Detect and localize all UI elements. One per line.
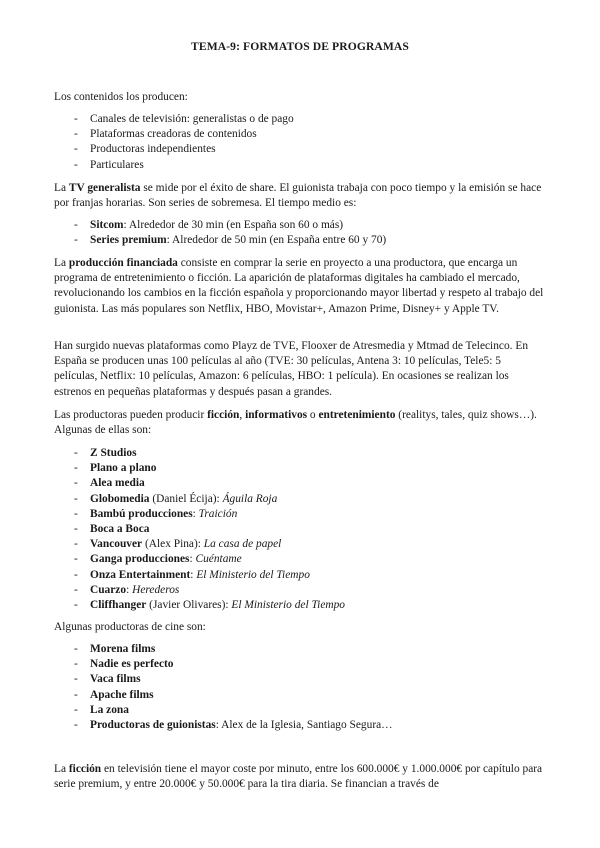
dash-marker: - bbox=[74, 583, 78, 596]
italic-text: El Ministerio del Tiempo bbox=[196, 568, 310, 581]
list-item bbox=[74, 476, 544, 491]
text-span: se mide por el éxito de share. El guionista trabaja con poco tiempo y la emisión se hace por franjas horarias. Son series de sobremesa. El tiempo medio es: bbox=[54, 182, 542, 210]
bold-text: Vaca films bbox=[90, 673, 141, 686]
list-item bbox=[74, 127, 544, 142]
bold-text: Vancouver bbox=[90, 538, 143, 551]
list-item bbox=[74, 218, 544, 233]
dash-marker: - bbox=[74, 477, 78, 490]
dash-marker: - bbox=[74, 522, 78, 535]
italic-text: La casa de papel bbox=[203, 538, 282, 551]
list-item bbox=[74, 537, 544, 552]
dash-marker: - bbox=[74, 673, 78, 686]
companies-list bbox=[74, 446, 544, 613]
bold-text: Morena films bbox=[90, 643, 156, 655]
platforms-paragraph: Han surgido nuevas plataformas como Playz de TVE, Flooxer de Atresmedia y Mtmad de Telecinco. En España se producen unas 100 películas al año (TVE: 30 películas, Antena 3: 10 películas, Tele5: 5 películas, Netflix: 10 películas, Amazon: 6 películas, HBO: 1 película). En ocasiones se realizan los estrenos en pequeñas plataformas y después pasan a grandes. bbox=[54, 340, 529, 398]
list-item bbox=[74, 672, 544, 687]
dash-marker: - bbox=[74, 113, 78, 125]
bold-text: entretenimiento bbox=[318, 409, 396, 421]
intro-paragraph: Los contenidos los producen: bbox=[54, 91, 188, 103]
text-span: (Javier Olivares): bbox=[146, 598, 232, 611]
bold-text: ficción bbox=[207, 409, 240, 421]
page-title: TEMA-9: FORMATOS DE PROGRAMAS bbox=[191, 40, 409, 53]
list-item bbox=[74, 446, 544, 461]
bold-text: TV generalista bbox=[68, 182, 141, 194]
bold-text: ficción bbox=[68, 763, 102, 775]
list-item bbox=[74, 461, 544, 476]
text-span: (realitys, tales, quiz shows…). Algunas de ellas son: bbox=[54, 409, 537, 437]
text-span: : Alrededor de 30 min (en España son 60 o más) bbox=[123, 219, 344, 231]
bold-text: Z Studios bbox=[90, 447, 137, 459]
list-item bbox=[74, 598, 544, 613]
bold-text: Nadie es perfecto bbox=[90, 658, 174, 671]
text-span: Productoras independientes bbox=[90, 143, 216, 156]
dash-marker: - bbox=[74, 158, 78, 171]
text-span: La bbox=[54, 257, 69, 269]
list-item bbox=[74, 507, 544, 522]
text-span: Canales de televisión: generalistas o de pago bbox=[90, 113, 294, 125]
italic-text: El Ministerio del Tiempo bbox=[231, 598, 346, 611]
bold-text: Boca a Boca bbox=[90, 522, 150, 535]
text-span: (Daniel Écija): bbox=[149, 492, 223, 505]
text-span: consiste en comprar la serie en proyecto a una productora, que encarga un programa de entretenimiento o ficción. La aparición de plataformas digitales ha cambiado el mercado, revolucionando los cambios en la ficción española y proporcionando mayor libertad y respeto al trabajo del guionista. Las más populares son Netflix, HBO, Movistar+, Amazon Prime, Disney+ y Apple TV. bbox=[54, 257, 544, 315]
produccion-financiada-paragraph bbox=[54, 256, 546, 317]
tv-generalista-paragraph bbox=[54, 181, 546, 211]
dash-marker: - bbox=[74, 658, 78, 671]
dash-marker: - bbox=[74, 598, 78, 611]
dash-marker: - bbox=[74, 538, 78, 551]
list-item bbox=[74, 552, 544, 567]
text-span: : Alex de la Iglesia, Santiago Segura… bbox=[215, 718, 393, 731]
text-span: (Alex Pina): bbox=[142, 538, 204, 551]
dash-marker: - bbox=[74, 643, 78, 655]
cine-list bbox=[74, 642, 544, 733]
text-span: , bbox=[239, 409, 246, 421]
italic-text: Traición bbox=[198, 507, 238, 520]
list-item bbox=[74, 522, 544, 537]
dash-marker: - bbox=[74, 688, 78, 701]
bold-text: La zona bbox=[90, 703, 129, 716]
text-span: : bbox=[192, 507, 199, 520]
text-span: : Alrededor de 50 min (en España entre 60 y 70) bbox=[166, 234, 387, 247]
bold-text: Alea media bbox=[90, 477, 145, 490]
list-item bbox=[74, 158, 544, 173]
list-item bbox=[74, 583, 544, 598]
list-item bbox=[74, 142, 544, 157]
bold-text: Onza Entertainment bbox=[90, 568, 191, 581]
ficcion-paragraph bbox=[54, 762, 546, 792]
dash-marker: - bbox=[74, 507, 78, 520]
dash-marker: - bbox=[74, 568, 78, 581]
list-item bbox=[74, 492, 544, 507]
text-span: o bbox=[307, 409, 319, 421]
text-span: Las productoras pueden producir bbox=[54, 409, 208, 421]
bold-text: Apache films bbox=[90, 688, 154, 701]
text-span: La bbox=[54, 763, 69, 775]
dash-marker: - bbox=[74, 128, 78, 141]
italic-text: Cuéntame bbox=[195, 553, 242, 566]
productoras-paragraph bbox=[54, 408, 546, 438]
producers-list bbox=[74, 112, 544, 173]
italic-text: Águila Roja bbox=[222, 492, 278, 505]
bold-text: Cuarzo bbox=[90, 583, 127, 596]
list-item bbox=[74, 688, 544, 703]
list-item bbox=[74, 233, 544, 248]
bold-text: Sitcom bbox=[90, 219, 124, 231]
text-span: La bbox=[54, 182, 69, 194]
bold-text: Series premium bbox=[90, 234, 167, 247]
dash-marker: - bbox=[74, 219, 78, 231]
bold-text: producción financiada bbox=[68, 257, 178, 269]
dash-marker: - bbox=[74, 492, 78, 505]
text-span: : bbox=[189, 553, 196, 566]
bold-text: Plano a plano bbox=[90, 462, 157, 475]
list-item bbox=[74, 568, 544, 583]
bold-text: Cliffhanger bbox=[90, 598, 147, 611]
list-item bbox=[74, 718, 544, 733]
bold-text: informativos bbox=[245, 409, 308, 421]
dash-marker: - bbox=[74, 234, 78, 247]
dash-marker: - bbox=[74, 703, 78, 716]
bold-text: Globomedia bbox=[90, 492, 150, 505]
text-span: Particulares bbox=[90, 158, 144, 171]
bold-text: Ganga producciones bbox=[90, 553, 190, 566]
text-span: en televisión tiene el mayor coste por minuto, entre los 600.000€ y 1.000.000€ por capítulo para serie premium, y entre 20.000€ y 50.000€ para la tira diaria. Se financian a través de bbox=[54, 763, 543, 791]
bold-text: Productoras de guionistas bbox=[90, 718, 216, 731]
list-item bbox=[74, 657, 544, 672]
dash-marker: - bbox=[74, 462, 78, 475]
text-span: : bbox=[126, 583, 133, 596]
dash-marker: - bbox=[74, 718, 78, 731]
list-item bbox=[74, 112, 544, 127]
cine-intro-paragraph: Algunas productoras de cine son: bbox=[54, 621, 206, 633]
tv-duration-list bbox=[74, 218, 544, 248]
dash-marker: - bbox=[74, 143, 78, 156]
list-item bbox=[74, 703, 544, 718]
text-span: Plataformas creadoras de contenidos bbox=[90, 128, 257, 141]
italic-text: Herederos bbox=[132, 583, 180, 596]
dash-marker: - bbox=[74, 553, 78, 566]
dash-marker: - bbox=[74, 447, 78, 459]
text-span: : bbox=[190, 568, 197, 581]
list-item bbox=[74, 642, 544, 657]
bold-text: Bambú producciones bbox=[90, 507, 193, 520]
